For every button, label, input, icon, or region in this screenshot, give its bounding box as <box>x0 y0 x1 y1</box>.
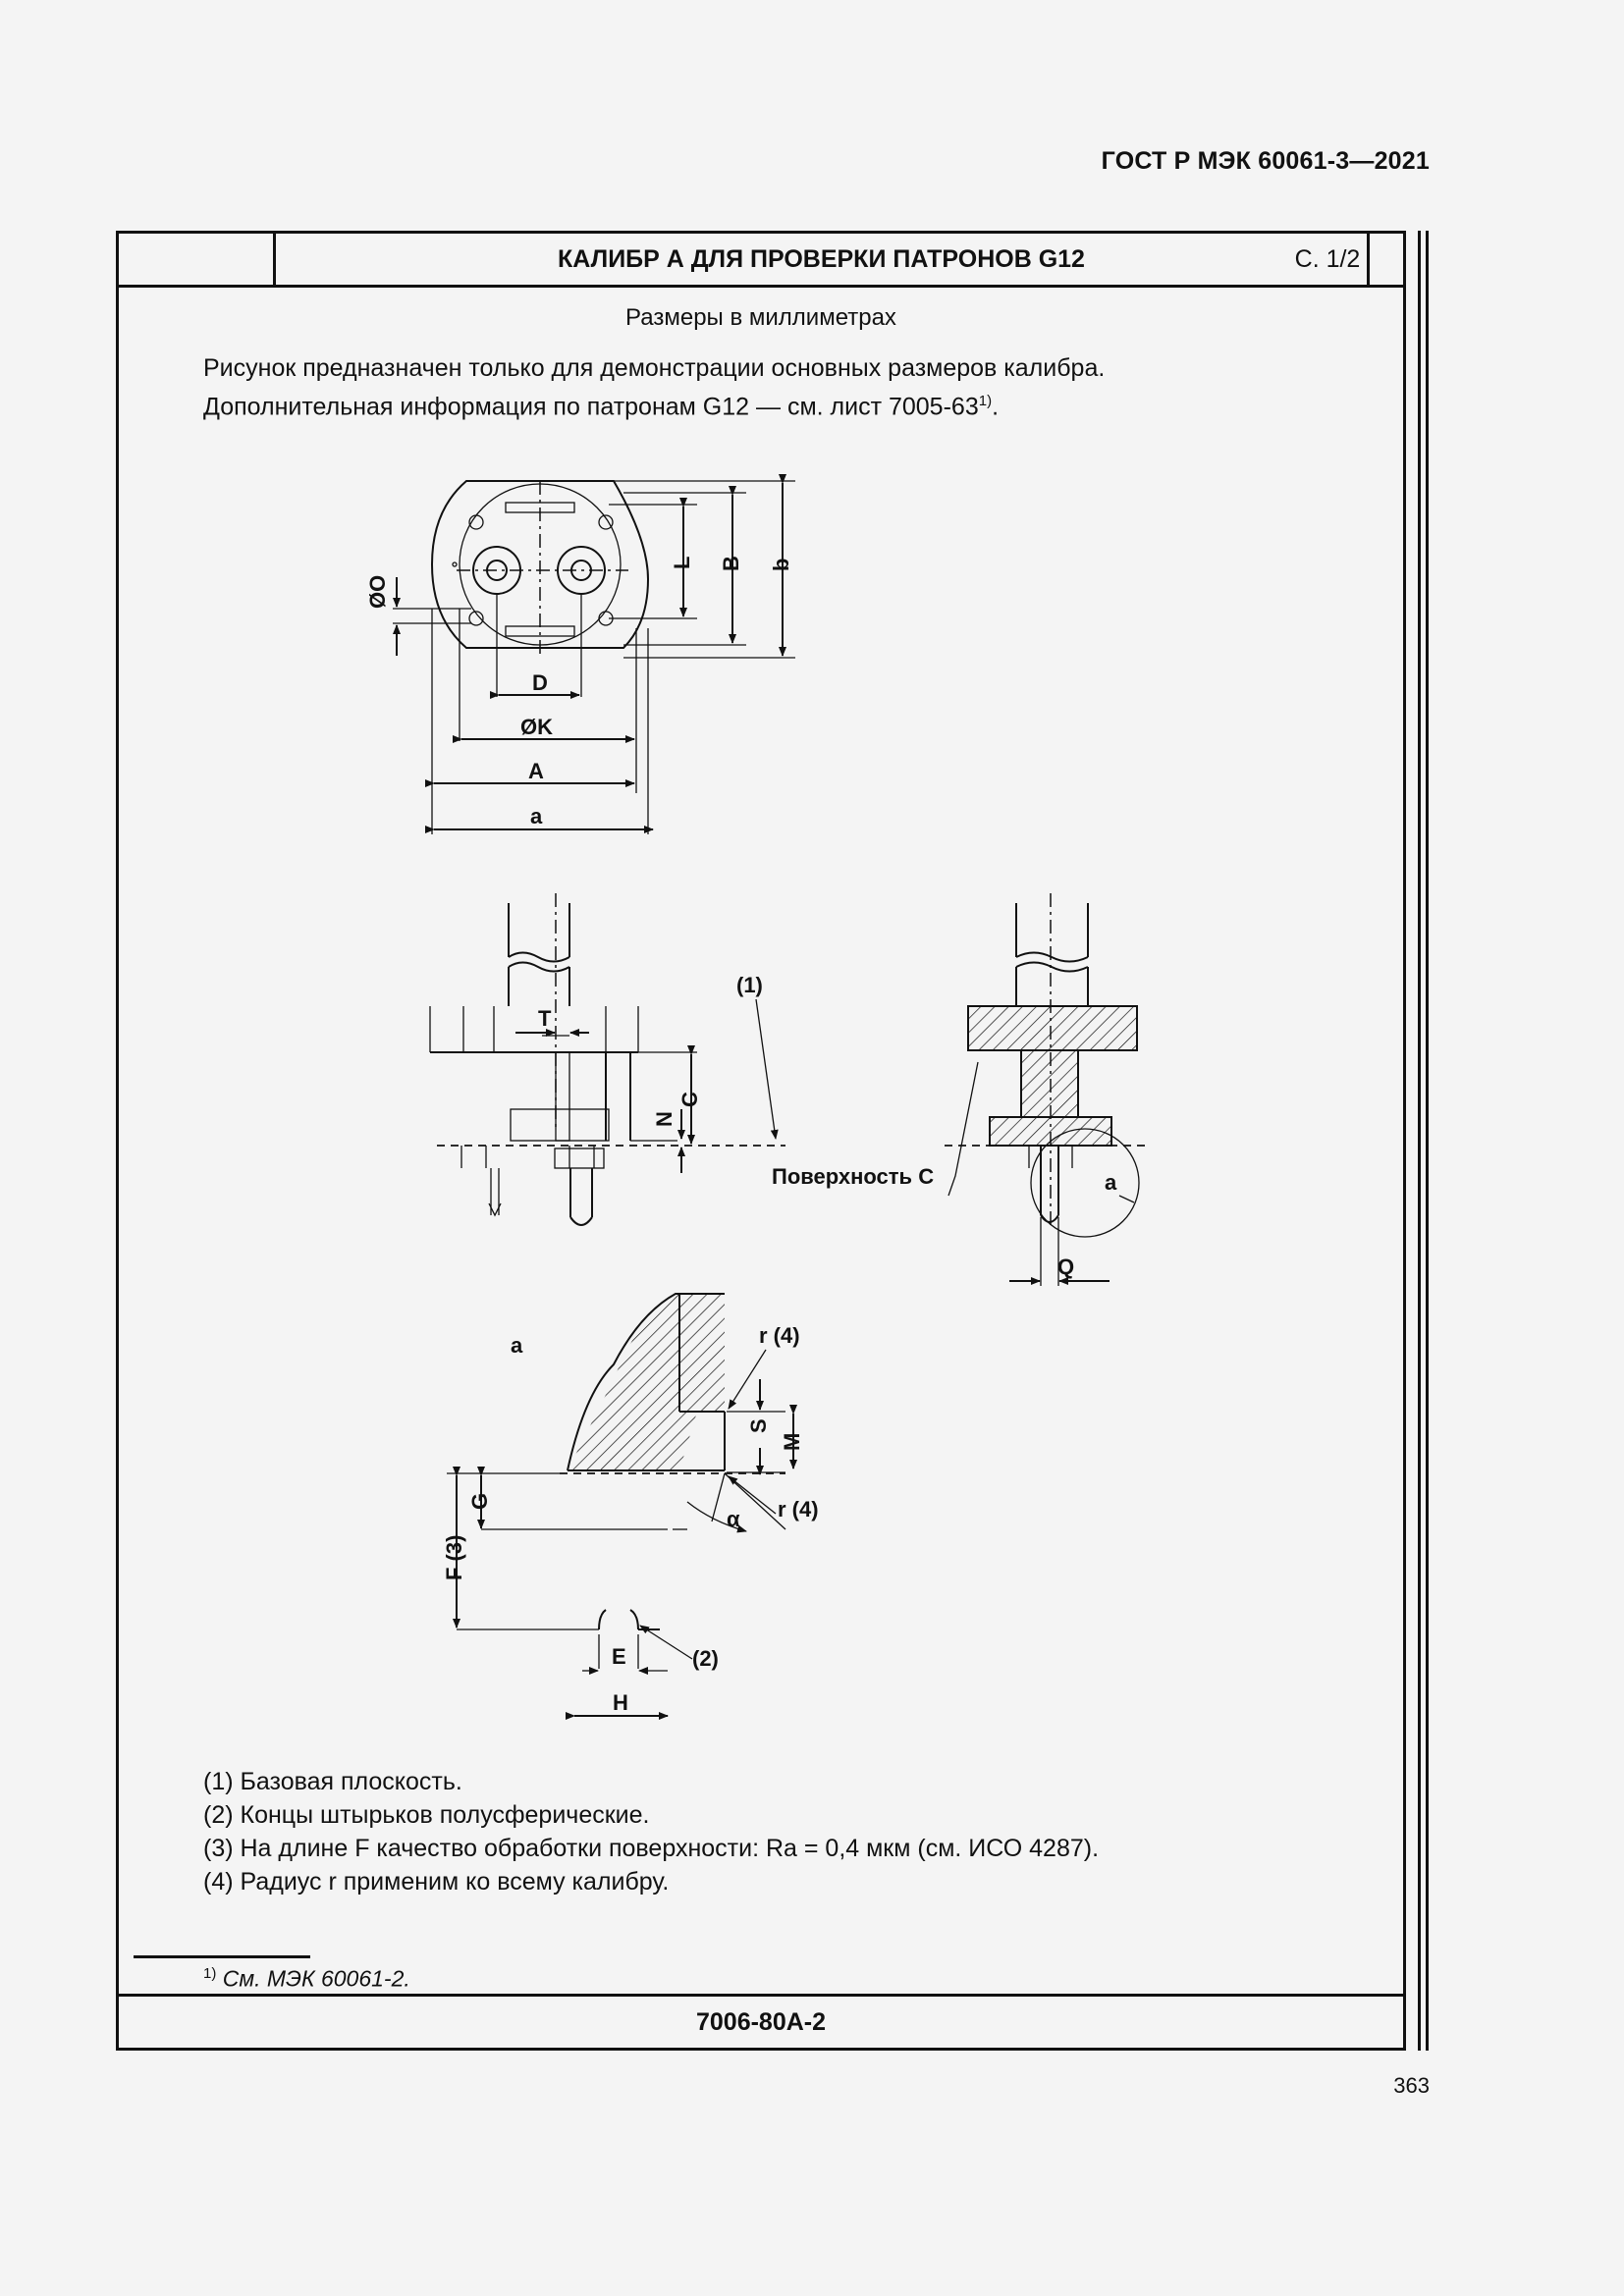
side-view-left <box>430 893 785 1225</box>
units-note: Размеры в миллиметрах <box>625 304 896 331</box>
header-empty-cell <box>119 234 276 285</box>
footnote-separator <box>134 1955 310 1958</box>
binding-line <box>1426 231 1429 2051</box>
detail-corner-a-label: a <box>511 1333 523 1358</box>
note-1: (1) Базовая плоскость. <box>203 1768 462 1795</box>
page-number: 363 <box>1393 2073 1430 2098</box>
dim-N-label: N <box>652 1111 677 1127</box>
detail-view <box>442 1294 819 1716</box>
sheet-footer-code: 7006-80A-2 <box>119 1994 1403 2048</box>
note-4: (4) Радиус r применим ко всему калибру. <box>203 1868 670 1896</box>
dim-dia-K-label: ØK <box>520 715 553 739</box>
dim-Q-label: Q <box>1057 1255 1075 1279</box>
dim-A-label: A <box>528 759 544 783</box>
intro-line-1: Рисунок предназначен только для демонстрации основных размеров калибра. <box>203 354 1106 382</box>
sheet-number: С. 1/2 <box>1294 244 1361 273</box>
hatched-flange <box>968 1006 1137 1050</box>
dim-L-label: L <box>670 556 694 569</box>
ref-1-label: (1) <box>736 973 763 997</box>
top-view <box>365 481 795 834</box>
dim-D-label: D <box>532 670 548 695</box>
gauge-drawing <box>365 461 1218 1737</box>
dim-a-label: a <box>530 804 543 828</box>
dim-T-label: T <box>538 1006 552 1031</box>
footnote-ref: 1) <box>978 393 993 409</box>
r4-bottom-label: r (4) <box>778 1497 819 1522</box>
note-2: (2) Концы штырьков полусферические. <box>203 1801 650 1829</box>
dim-E-label: E <box>612 1644 626 1669</box>
standard-designation: ГОСТ Р МЭК 60061-3—2021 <box>1101 147 1430 175</box>
note-3: (3) На длине F качество обработки поверхности: Ra = 0,4 мкм (см. ИСО 4287). <box>203 1835 1100 1862</box>
dim-F3-label: F (3) <box>442 1534 466 1580</box>
dim-dia-O-label: ØO <box>365 574 390 609</box>
surface-C-label: Поверхность C <box>772 1164 935 1189</box>
dim-M-label: M <box>780 1432 804 1451</box>
dim-H-label: H <box>613 1690 628 1715</box>
intro-text <box>203 351 1105 423</box>
detail-a-label: a <box>1105 1170 1117 1195</box>
dim-C-label: C <box>677 1092 702 1107</box>
sheet-title: КАЛИБР А ДЛЯ ПРОВЕРКИ ПАТРОНОВ G12 <box>276 234 1370 285</box>
side-view-right <box>945 893 1149 1286</box>
dim-S-label: S <box>746 1418 771 1433</box>
sheet-header <box>119 234 1403 288</box>
alpha-label: α <box>727 1507 740 1531</box>
r4-top-label: r (4) <box>759 1323 800 1348</box>
intro-line-2: Дополнительная информация по патронам G12 — см. лист 7005-63$^{1)}$. <box>203 393 1000 421</box>
ref-2-label: (2) <box>692 1646 719 1671</box>
footnote: $^{1)}$ См. МЭК 60061-2. <box>203 1965 410 1992</box>
dim-b-label: b <box>769 558 793 571</box>
notes-list <box>203 1765 1099 1898</box>
binding-line <box>1418 231 1421 2051</box>
dim-G-label: G <box>467 1492 492 1510</box>
dim-B-label: B <box>719 556 743 571</box>
